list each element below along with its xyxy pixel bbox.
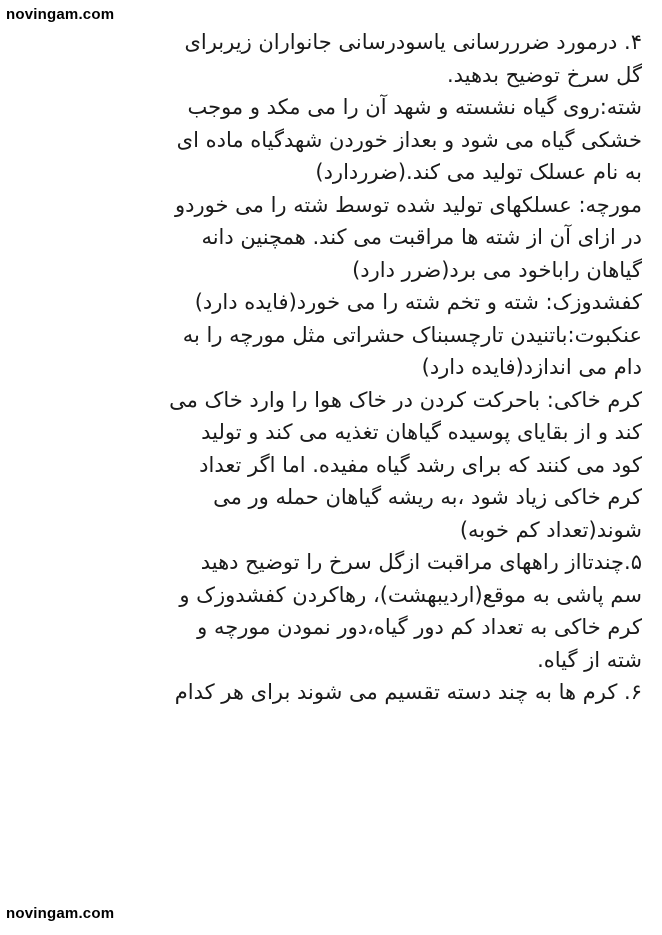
text-line: شته:روی گیاه نشسته و شهد آن را می مکد و موجب [187, 95, 642, 119]
text-line: گل سرخ توضیح بدهید. [446, 62, 642, 87]
text-line: کفشدوزک: شته و تخم شته را می خورد(فایده دارد) [194, 290, 642, 314]
text-line: ۴. درمورد ضرررسانی یاسودرسانی جانواران زیربرای [184, 30, 642, 54]
text-line: کرم خاکی: باحرکت کردن در خاک هوا را وارد خاک می [169, 387, 642, 412]
text-line: به نام عسلک تولید می کند.(ضرردارد) [315, 160, 642, 184]
text-line: خشکی گیاه می شود و بعداز خوردن شهدگیاه ماده ای [176, 127, 642, 152]
text-line: ۶. کرم ها به چند دسته تقسیم می شوند برای هر کدام [174, 680, 642, 704]
text-line: کرم خاکی زیاد شود ،به ریشه گیاهان حمله ور می [213, 485, 642, 509]
text-line: گیاهان راباخود می برد(ضرر دارد) [352, 257, 642, 282]
text-line: شوند(تعداد کم خوبه) [459, 517, 642, 542]
text-line: کند و از بقایای پوسیده گیاهان تغذیه می کند و تولید [201, 420, 642, 444]
text-line: کود می کنند که برای رشد گیاه مفیده. اما اگر تعداد [199, 452, 642, 477]
text-line: سم پاشی به موقع(اردیبهشت)، رهاکردن کفشدوزک و [179, 582, 642, 607]
text-line: شته از گیاه. [537, 647, 642, 672]
watermark-top: novingam.com [6, 6, 115, 23]
text-line: در ازای آن از شته ها مراقبت می کند. همچنین دانه [201, 225, 642, 249]
text-line: دام می اندازد(فایده دارد) [421, 355, 642, 379]
text-line: مورچه: عسلکهای تولید شده توسط شته را می خوردو [175, 192, 642, 217]
text-line: عنکبوت:باتنیدن تارچسبناک حشراتی مثل مورچه را به [182, 322, 642, 347]
text-line: ۵.چندتااز راههای مراقبت ازگل سرخ را توضیح دهید [200, 550, 642, 574]
watermark-bottom: novingam.com [6, 905, 115, 922]
document-body [12, 26, 642, 709]
text-line: کرم خاکی به تعداد کم دور گیاه،دور نمودن مورچه و [197, 615, 642, 639]
